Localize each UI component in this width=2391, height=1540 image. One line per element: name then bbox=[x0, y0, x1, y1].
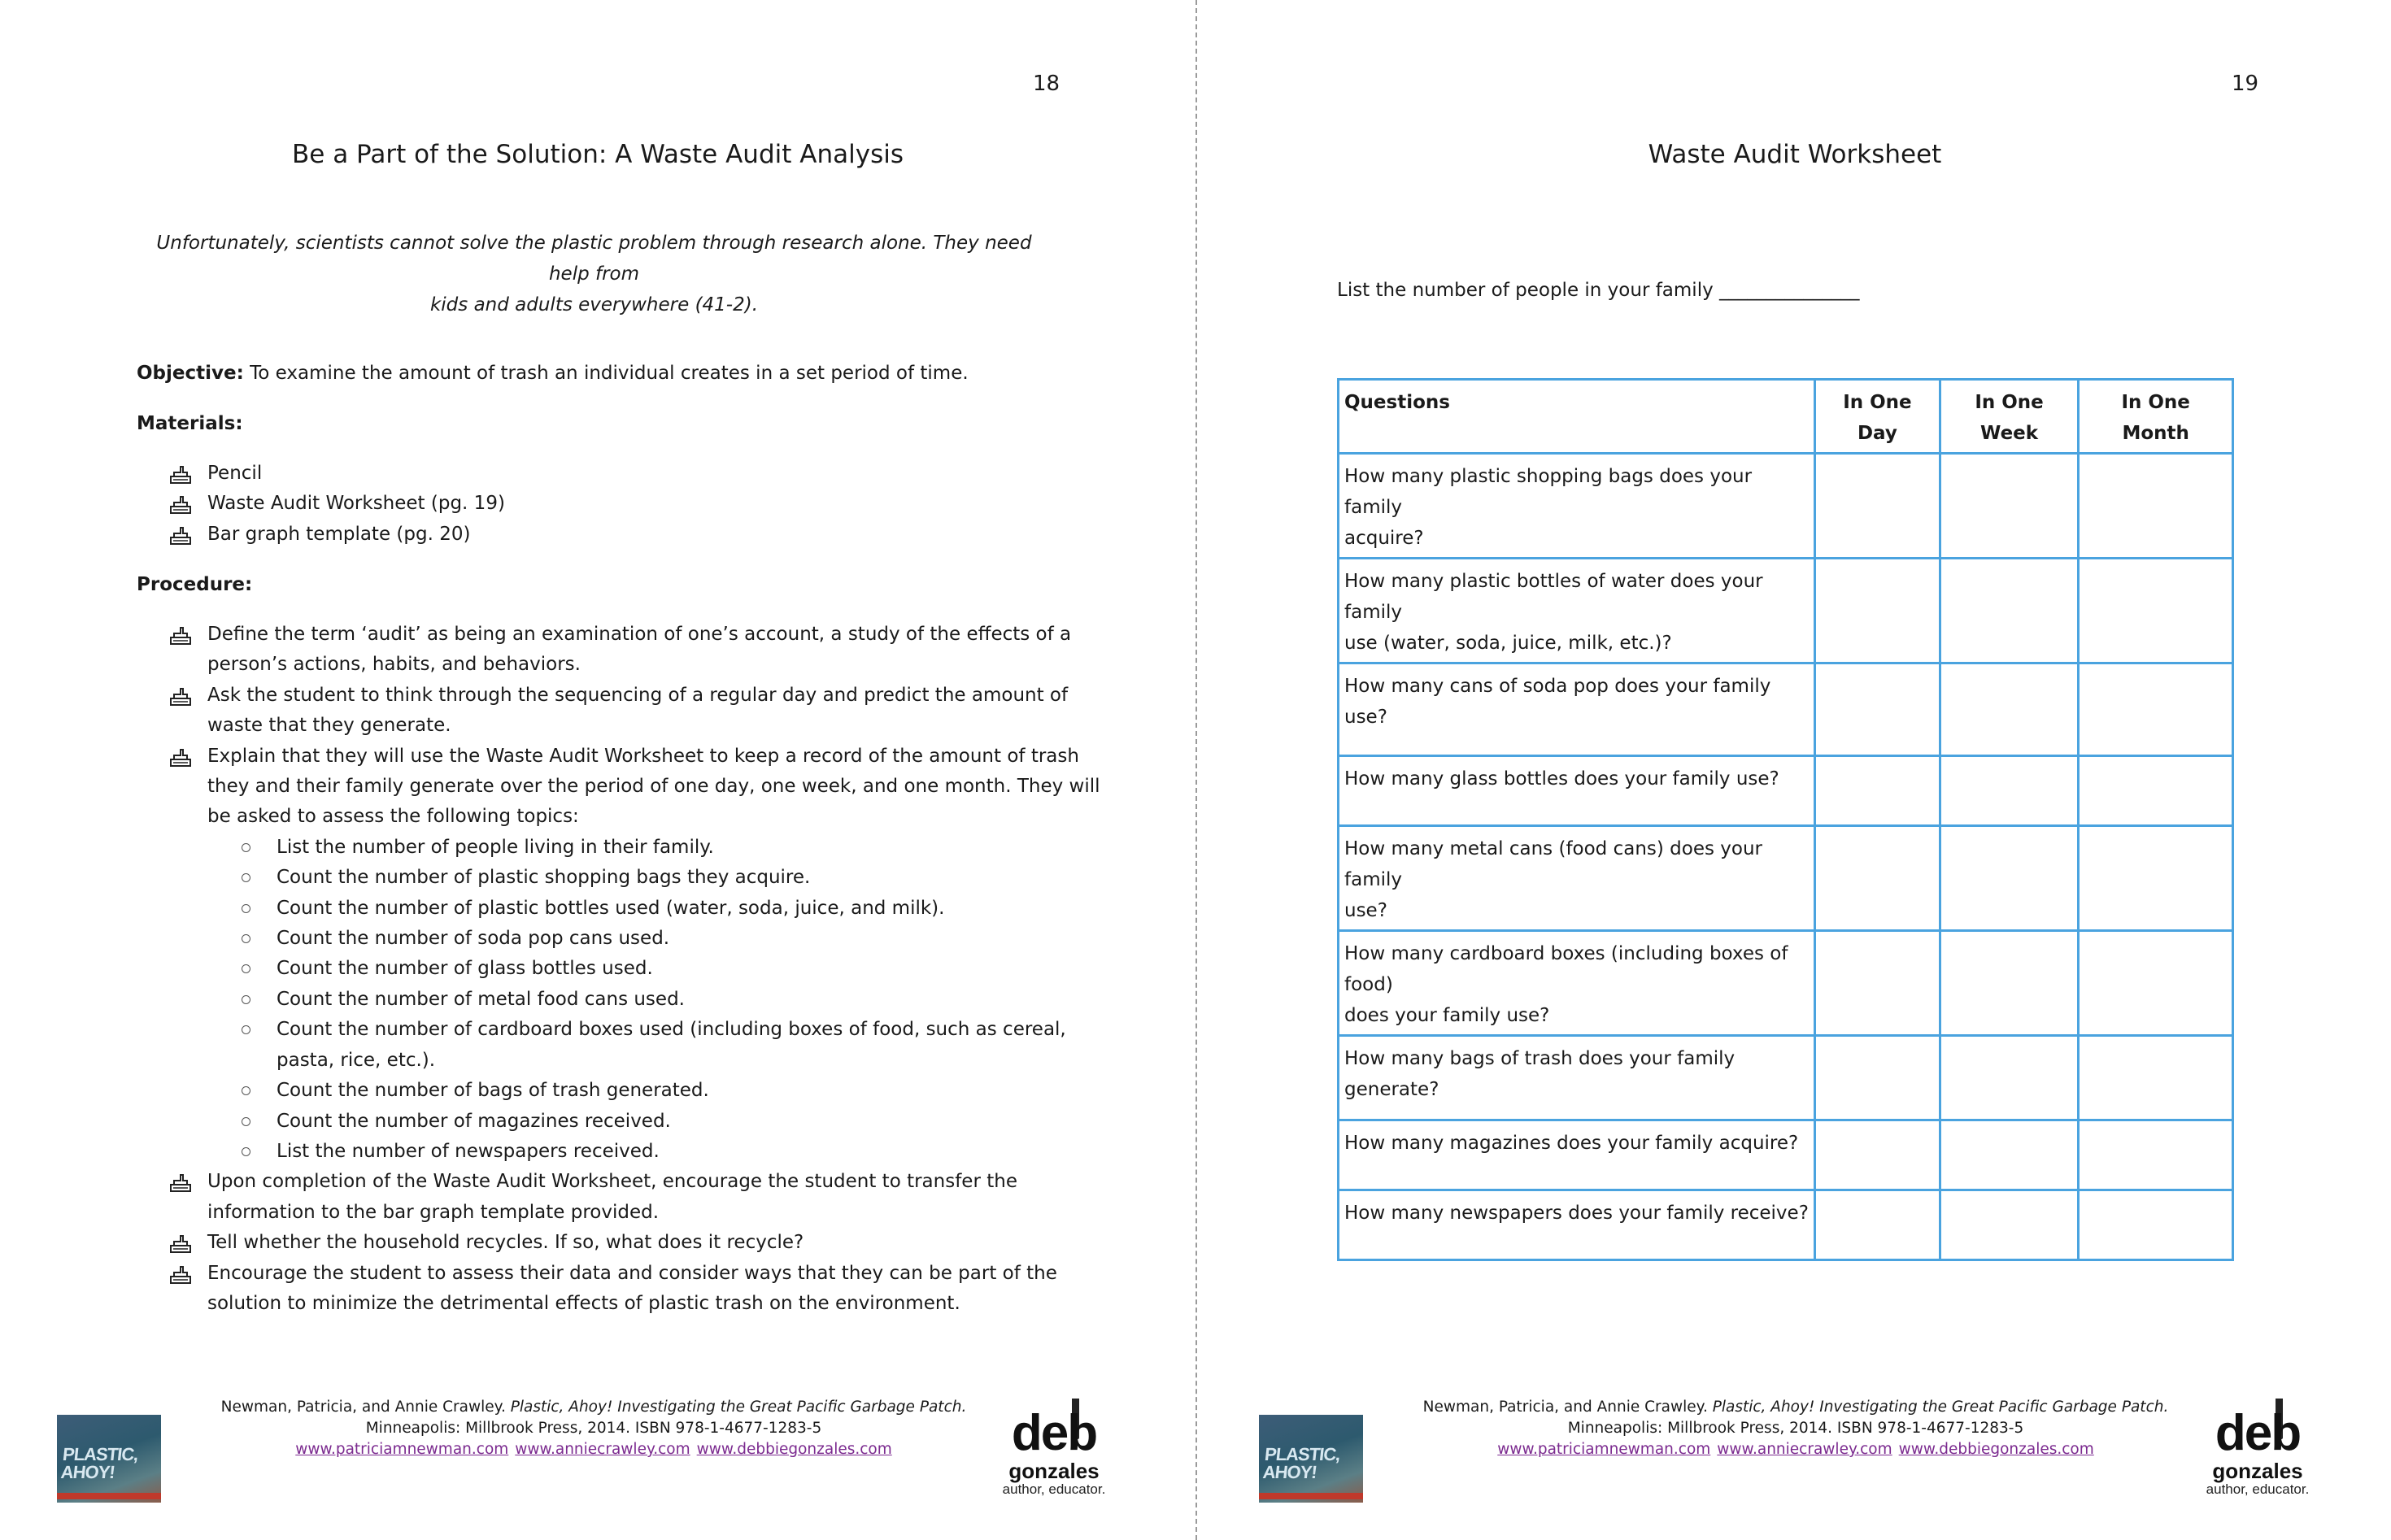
link-patriciamnewman[interactable]: www.patriciamnewman.com bbox=[1497, 1441, 1711, 1458]
answer-cell-in-one-week[interactable] bbox=[1940, 454, 2079, 559]
link-anniecrawley[interactable]: www.anniecrawley.com bbox=[515, 1441, 690, 1458]
topic-item bbox=[167, 1076, 1100, 1106]
answer-cell-in-one-day[interactable] bbox=[1815, 826, 1940, 931]
link-patriciamnewman[interactable]: www.patriciamnewman.com bbox=[295, 1441, 509, 1458]
answer-cell-in-one-day[interactable] bbox=[1815, 756, 1940, 826]
question-text-line: acquire? bbox=[1344, 528, 1424, 549]
topic-item bbox=[167, 924, 1100, 954]
book-cover-band bbox=[1259, 1493, 1363, 1499]
book-cover-thumbnail bbox=[1259, 1415, 1363, 1503]
citation-authors: Newman, Patricia, and Annie Crawley. bbox=[1422, 1399, 1713, 1416]
citation-title: Plastic, Ahoy! Investigating the Great Pacific Garbage Patch. bbox=[510, 1399, 967, 1416]
item-text-line: Encourage the student to assess their data and consider ways that they can be part of the bbox=[207, 1262, 1057, 1284]
question-cell bbox=[1339, 756, 1815, 826]
citation-authors: Newman, Patricia, and Annie Crawley. bbox=[220, 1399, 511, 1416]
topic-item bbox=[167, 954, 1100, 984]
book-cover-title: PLASTIC, AHOY! bbox=[1261, 1444, 1341, 1482]
logo-name: gonzales bbox=[2212, 1459, 2303, 1483]
answer-cell-in-one-month[interactable] bbox=[2079, 756, 2233, 826]
topic-item bbox=[167, 1015, 1100, 1076]
question-text-line: How many metal cans (food cans) does your family bbox=[1344, 838, 1763, 890]
deb-gonzales-logo bbox=[2201, 1399, 2315, 1512]
answer-cell-in-one-day[interactable] bbox=[1815, 1036, 1940, 1120]
question-text-line: How many plastic shopping bags does your family bbox=[1344, 466, 1753, 518]
answer-cell-in-one-month[interactable] bbox=[2079, 1190, 2233, 1260]
table-row bbox=[1339, 663, 2233, 756]
footer-citation bbox=[1397, 1397, 2194, 1460]
item-text-line: solution to minimize the detrimental effects of plastic trash on the environment. bbox=[207, 1292, 960, 1314]
topic-text-line: Count the number of plastic shopping bags they acquire. bbox=[277, 867, 811, 889]
topic-text-line: List the number of people living in their family. bbox=[277, 836, 714, 858]
answer-cell-in-one-day[interactable] bbox=[1815, 1120, 1940, 1190]
materials-list bbox=[167, 459, 505, 550]
topic-text-line: Count the number of bags of trash generated. bbox=[277, 1080, 709, 1102]
page-title: Waste Audit Worksheet bbox=[1648, 140, 1942, 169]
question-cell bbox=[1339, 663, 1815, 756]
topic-item bbox=[167, 1107, 1100, 1137]
topic-item bbox=[167, 863, 1100, 893]
item-text-line: Tell whether the household recycles. If so, what does it recycle? bbox=[207, 1232, 804, 1254]
header-in-one-month: In One Month bbox=[2079, 380, 2233, 454]
procedure-step bbox=[167, 1167, 1100, 1228]
topic-text-line: List the number of newspapers received. bbox=[277, 1140, 660, 1162]
hand-pointing-icon bbox=[169, 1264, 192, 1284]
answer-cell-in-one-week[interactable] bbox=[1940, 1036, 2079, 1120]
answer-cell-in-one-month[interactable] bbox=[2079, 826, 2233, 931]
topics-list bbox=[167, 833, 1100, 1167]
item-text-line: they and their family generate over the period of one day, one week, and one month. They will bbox=[207, 776, 1100, 798]
topic-text-line: Count the number of plastic bottles used (water, soda, juice, and milk). bbox=[277, 897, 945, 919]
table-row bbox=[1339, 559, 2233, 663]
materials-item bbox=[167, 459, 505, 489]
materials-item bbox=[167, 520, 505, 550]
deb-gonzales-logo bbox=[997, 1399, 1111, 1512]
publisher-line: Minneapolis: Millbrook Press, 2014. ISBN 978-1-4677-1283-5 bbox=[1567, 1420, 2024, 1437]
table-row bbox=[1339, 1190, 2233, 1260]
hand-pointing-icon bbox=[169, 686, 192, 706]
procedure-step bbox=[167, 1228, 1100, 1258]
answer-cell-in-one-week[interactable] bbox=[1940, 931, 2079, 1036]
question-cell bbox=[1339, 1120, 1815, 1190]
hand-pointing-icon bbox=[169, 747, 192, 767]
answer-cell-in-one-day[interactable] bbox=[1815, 559, 1940, 663]
question-text-line: How many cardboard boxes (including boxes of food) bbox=[1344, 943, 1788, 995]
hollow-circle-icon bbox=[242, 995, 250, 1004]
materials-label: Materials: bbox=[137, 413, 243, 434]
footer-citation bbox=[195, 1397, 992, 1460]
question-text-line: How many newspapers does your family receive? bbox=[1344, 1203, 1809, 1224]
item-text-line: Explain that they will use the Waste Audit Worksheet to keep a record of the amount of trash bbox=[207, 745, 1079, 767]
item-text-line: person’s actions, habits, and behaviors. bbox=[207, 654, 581, 676]
link-debbiegonzales[interactable]: www.debbiegonzales.com bbox=[1898, 1441, 2094, 1458]
logo-word: deb bbox=[1011, 1405, 1097, 1461]
hollow-circle-icon bbox=[242, 873, 250, 882]
table-row bbox=[1339, 1036, 2233, 1120]
header-in-one-day: In One Day bbox=[1815, 380, 1940, 454]
logo-name: gonzales bbox=[1008, 1459, 1100, 1483]
answer-cell-in-one-day[interactable] bbox=[1815, 454, 1940, 559]
answer-cell-in-one-week[interactable] bbox=[1940, 756, 2079, 826]
answer-cell-in-one-day[interactable] bbox=[1815, 1190, 1940, 1260]
answer-cell-in-one-week[interactable] bbox=[1940, 1120, 2079, 1190]
topic-text-line: pasta, rice, etc.). bbox=[277, 1049, 436, 1071]
hand-pointing-icon bbox=[169, 525, 192, 545]
intro-line: kids and adults everywhere (41-2). bbox=[429, 294, 759, 315]
logo-word: deb bbox=[2215, 1405, 2301, 1461]
question-text-line: How many glass bottles does your family use? bbox=[1344, 768, 1779, 790]
answer-cell-in-one-week[interactable] bbox=[1940, 1190, 2079, 1260]
item-text-line: Define the term ‘audit’ as being an examination of one’s account, a study of the effects of a bbox=[207, 624, 1072, 645]
hollow-circle-icon bbox=[242, 1086, 250, 1095]
answer-cell-in-one-month[interactable] bbox=[2079, 454, 2233, 559]
table-row bbox=[1339, 454, 2233, 559]
topic-text-line: Count the number of magazines received. bbox=[277, 1110, 671, 1132]
answer-cell-in-one-day[interactable] bbox=[1815, 663, 1940, 756]
answer-cell-in-one-day[interactable] bbox=[1815, 931, 1940, 1036]
question-cell bbox=[1339, 1190, 1815, 1260]
hand-pointing-icon bbox=[169, 494, 192, 514]
hollow-circle-icon bbox=[242, 964, 250, 973]
hollow-circle-icon bbox=[242, 934, 250, 943]
item-text-line: waste that they generate. bbox=[207, 715, 451, 737]
answer-cell-in-one-week[interactable] bbox=[1940, 559, 2079, 663]
procedure-step bbox=[167, 742, 1100, 833]
topic-item bbox=[167, 1137, 1100, 1167]
answer-cell-in-one-month[interactable] bbox=[2079, 931, 2233, 1036]
topic-text-line: Count the number of glass bottles used. bbox=[277, 958, 653, 980]
citation-title: Plastic, Ahoy! Investigating the Great Pacific Garbage Patch. bbox=[1712, 1399, 2169, 1416]
question-cell bbox=[1339, 559, 1815, 663]
objective-text: To examine the amount of trash an individual creates in a set period of time. bbox=[243, 363, 969, 384]
waste-audit-table bbox=[1337, 378, 2234, 1261]
answer-cell-in-one-month[interactable] bbox=[2079, 1120, 2233, 1190]
procedure-label: Procedure: bbox=[137, 574, 253, 595]
procedure-step bbox=[167, 681, 1100, 742]
hollow-circle-icon bbox=[242, 843, 250, 852]
question-cell bbox=[1339, 1036, 1815, 1120]
question-text-line: does your family use? bbox=[1344, 1005, 1550, 1026]
question-text-line: How many plastic bottles of water does your family bbox=[1344, 571, 1763, 623]
procedure-step bbox=[167, 1259, 1100, 1320]
procedure-step bbox=[167, 620, 1100, 681]
topic-item bbox=[167, 894, 1100, 924]
page-title: Be a Part of the Solution: A Waste Audit Analysis bbox=[292, 140, 904, 169]
topic-text-line: Count the number of cardboard boxes used (including boxes of food, such as cereal, bbox=[277, 1019, 1066, 1041]
link-anniecrawley[interactable]: www.anniecrawley.com bbox=[1717, 1441, 1892, 1458]
question-cell bbox=[1339, 826, 1815, 931]
header-in-one-week: In One Week bbox=[1940, 380, 2079, 454]
table-row bbox=[1339, 931, 2233, 1036]
answer-cell-in-one-week[interactable] bbox=[1940, 663, 2079, 756]
table-header-row bbox=[1339, 380, 2233, 454]
item-text-line: information to the bar graph template provided. bbox=[207, 1201, 660, 1223]
question-text-line: use (water, soda, juice, milk, etc.)? bbox=[1344, 633, 1672, 654]
question-text-line: How many bags of trash does your family generate? bbox=[1344, 1048, 1736, 1100]
logo-tagline: author, educator. bbox=[1002, 1481, 1106, 1497]
procedure-list bbox=[167, 620, 1100, 1319]
topic-item bbox=[167, 985, 1100, 1015]
answer-cell-in-one-month[interactable] bbox=[2079, 559, 2233, 663]
book-cover-title: PLASTIC, AHOY! bbox=[59, 1444, 139, 1482]
hand-pointing-icon bbox=[169, 1233, 192, 1253]
topic-text-line: Count the number of metal food cans used. bbox=[277, 988, 685, 1010]
item-text-line: Bar graph template (pg. 20) bbox=[207, 523, 471, 545]
table-row bbox=[1339, 1120, 2233, 1190]
topic-text-line: Count the number of soda pop cans used. bbox=[277, 928, 670, 950]
answer-cell-in-one-week[interactable] bbox=[1940, 826, 2079, 931]
table-row bbox=[1339, 826, 2233, 931]
page-divider bbox=[1196, 0, 1197, 1540]
intro-line: Unfortunately, scientists cannot solve the plastic problem through research alone. They need help from bbox=[156, 233, 1032, 285]
hand-pointing-icon bbox=[169, 1172, 192, 1192]
question-text-line: use? bbox=[1344, 900, 1387, 921]
materials-item bbox=[167, 489, 505, 519]
item-text-line: Ask the student to think through the sequencing of a regular day and predict the amount of bbox=[207, 684, 1069, 706]
question-text-line: How many magazines does your family acquire? bbox=[1344, 1133, 1799, 1154]
header-questions: Questions bbox=[1339, 380, 1815, 454]
item-text-line: Upon completion of the Waste Audit Worksheet, encourage the student to transfer the bbox=[207, 1171, 1017, 1193]
link-debbiegonzales[interactable]: www.debbiegonzales.com bbox=[696, 1441, 892, 1458]
hollow-circle-icon bbox=[242, 1117, 250, 1126]
hollow-circle-icon bbox=[242, 904, 250, 913]
logo-tagline: author, educator. bbox=[2206, 1481, 2310, 1497]
objective-label: Objective: bbox=[137, 363, 244, 384]
item-text-line: Pencil bbox=[207, 463, 263, 484]
footer-links bbox=[1397, 1439, 2194, 1460]
publisher-line: Minneapolis: Millbrook Press, 2014. ISBN 978-1-4677-1283-5 bbox=[365, 1420, 822, 1437]
hand-pointing-icon bbox=[169, 625, 192, 645]
hollow-circle-icon bbox=[242, 1025, 250, 1034]
item-text-line: be asked to assess the following topics: bbox=[207, 806, 579, 828]
family-count-prompt: List the number of people in your family _______________ bbox=[1337, 280, 1860, 301]
question-cell bbox=[1339, 931, 1815, 1036]
hand-pointing-icon bbox=[169, 464, 192, 484]
page-number: 19 bbox=[2232, 72, 2259, 96]
answer-cell-in-one-month[interactable] bbox=[2079, 663, 2233, 756]
answer-cell-in-one-month[interactable] bbox=[2079, 1036, 2233, 1120]
page-number: 18 bbox=[1033, 72, 1060, 96]
question-cell bbox=[1339, 454, 1815, 559]
hollow-circle-icon bbox=[242, 1147, 250, 1156]
footer-links bbox=[195, 1439, 992, 1460]
topic-item bbox=[167, 833, 1100, 863]
intro-quote bbox=[137, 228, 1052, 320]
objective bbox=[137, 358, 969, 389]
question-text-line: How many cans of soda pop does your family use? bbox=[1344, 676, 1771, 728]
book-cover-thumbnail bbox=[57, 1415, 161, 1503]
book-cover-band bbox=[57, 1493, 161, 1499]
item-text-line: Waste Audit Worksheet (pg. 19) bbox=[207, 493, 505, 515]
table-row bbox=[1339, 756, 2233, 826]
